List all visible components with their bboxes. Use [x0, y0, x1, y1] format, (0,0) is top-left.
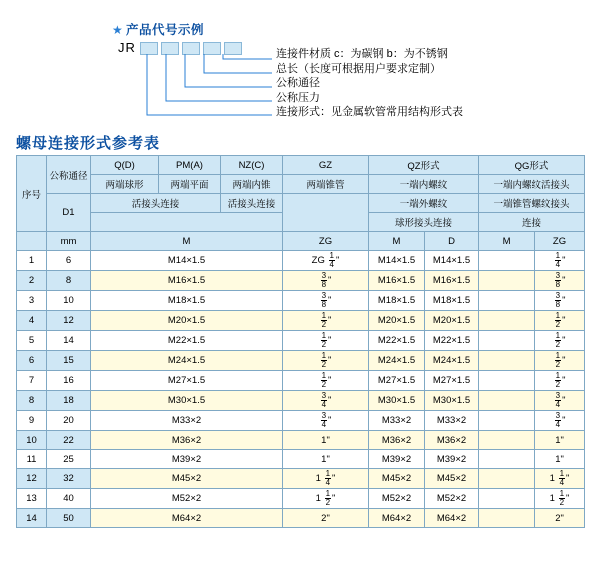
cell-seq: 3: [17, 291, 47, 311]
table-row: [17, 411, 585, 431]
header-joint-d: 一端锥管螺纹接头: [479, 194, 585, 213]
table-head: [17, 156, 585, 251]
cell-qz-m: M14×1.5: [369, 251, 425, 271]
cell-qz-m: M16×1.5: [369, 271, 425, 291]
cell-qz-m: M18×1.5: [369, 291, 425, 311]
cell-qg-m: [479, 351, 535, 371]
cell-qg-m: [479, 291, 535, 311]
cell-gz: $\frac{3}{8}$ ": [283, 271, 369, 291]
cell-dn: 18: [47, 391, 91, 411]
table-row: [17, 311, 585, 331]
cell-qg-zg: $\frac{1}{2}$ ": [535, 331, 585, 351]
cell-gz: $\frac{1}{2}$ ": [283, 311, 369, 331]
cell-gz: $\frac{3}{8}$ ": [283, 291, 369, 311]
cell-q: M20×1.5: [91, 311, 283, 331]
diagram-label-connection-type: 连接形式：见金属软管常用结构形式表: [276, 106, 463, 118]
cell-q: M39×2: [91, 450, 283, 469]
cell-qz-d: M22×1.5: [425, 331, 479, 351]
cell-qg-zg: $\frac{3}{8}$ ": [535, 291, 585, 311]
cell-q: M24×1.5: [91, 351, 283, 371]
cell-q: M14×1.5: [91, 251, 283, 271]
cell-gz: $\frac{1}{2}$ ": [283, 331, 369, 351]
cell-qg-m: [479, 391, 535, 411]
cell-q: M22×1.5: [91, 331, 283, 351]
header-row-groups: [17, 156, 585, 175]
header-unit-m3: M: [479, 232, 535, 251]
cell-seq: 7: [17, 371, 47, 391]
table-row: [17, 251, 585, 271]
cell-seq: 1: [17, 251, 47, 271]
cell-qg-zg: $\frac{1}{4}$ ": [535, 251, 585, 271]
header-sub-blank: [91, 213, 283, 232]
cell-qz-d: M45×2: [425, 469, 479, 489]
cell-qz-m: M24×1.5: [369, 351, 425, 371]
header-seq: 序号: [17, 156, 47, 232]
header-group-qz: QZ形式: [369, 156, 479, 175]
cell-q: M30×1.5: [91, 391, 283, 411]
cell-qg-m: [479, 311, 535, 331]
header-shape-gz: 两端锥管: [283, 175, 369, 194]
cell-qz-d: M36×2: [425, 431, 479, 450]
cell-qz-m: M33×2: [369, 411, 425, 431]
cell-qg-zg: $\frac{3}{4}$ ": [535, 411, 585, 431]
header-group-qg: QG形式: [479, 156, 585, 175]
header-shape-qz: 一端内螺纹: [369, 175, 479, 194]
cell-seq: 12: [17, 469, 47, 489]
diagram-label-length: 总长（长度可根据用户要求定制）: [276, 62, 441, 75]
star-icon: ★: [112, 23, 123, 37]
cell-gz: 1": [283, 431, 369, 450]
nut-connection-table: [16, 155, 585, 528]
cell-q: M36×2: [91, 431, 283, 450]
table-row: [17, 450, 585, 469]
cell-q: M16×1.5: [91, 271, 283, 291]
cell-qg-zg: $\frac{1}{2}$ ": [535, 311, 585, 331]
diagram-label-list: [276, 47, 463, 120]
cell-dn: 20: [47, 411, 91, 431]
cell-qg-zg: 2": [535, 509, 585, 528]
cell-qg-zg: 1 $\frac{1}{4}$ ": [535, 469, 585, 489]
diagram-label-material: 连接件材质 c：为碳钢 b：为不锈钢: [276, 48, 448, 60]
cell-seq: 2: [17, 271, 47, 291]
code-prefix: JR: [118, 40, 136, 55]
cell-qz-d: M39×2: [425, 450, 479, 469]
header-shape-q: 两端球形: [91, 175, 159, 194]
cell-gz: $\frac{3}{4}$ ": [283, 411, 369, 431]
cell-qz-d: M30×1.5: [425, 391, 479, 411]
cell-qg-zg: $\frac{3}{8}$ ": [535, 271, 585, 291]
cell-dn: 32: [47, 469, 91, 489]
cell-q: M27×1.5: [91, 371, 283, 391]
cell-qz-d: M16×1.5: [425, 271, 479, 291]
cell-dn: 22: [47, 431, 91, 450]
table-row: [17, 331, 585, 351]
diagram-label-nominal-bore: 公称通径: [276, 77, 320, 89]
cell-gz: $\frac{1}{2}$ ": [283, 371, 369, 391]
cell-dn: 6: [47, 251, 91, 271]
cell-qg-m: [479, 331, 535, 351]
cell-qg-zg: 1": [535, 450, 585, 469]
header-unit-mm: mm: [47, 232, 91, 251]
cell-dn: 25: [47, 450, 91, 469]
cell-qg-zg: $\frac{1}{2}$ ": [535, 371, 585, 391]
cell-qz-m: M52×2: [369, 489, 425, 509]
table-row: [17, 489, 585, 509]
cell-qg-m: [479, 450, 535, 469]
cell-qg-zg: 1 $\frac{1}{2}$ ": [535, 489, 585, 509]
cell-qg-m: [479, 371, 535, 391]
table-row: [17, 351, 585, 371]
cell-gz: 1 $\frac{1}{4}$ ": [283, 469, 369, 489]
cell-qz-m: M36×2: [369, 431, 425, 450]
cell-qz-d: M27×1.5: [425, 371, 479, 391]
header-group-pm: PM(A): [159, 156, 221, 175]
cell-q: M33×2: [91, 411, 283, 431]
cell-qz-d: M18×1.5: [425, 291, 479, 311]
cell-dn: 15: [47, 351, 91, 371]
cell-gz: 1 $\frac{1}{2}$ ": [283, 489, 369, 509]
table-row: [17, 469, 585, 489]
table-row: [17, 371, 585, 391]
diagram-label-nominal-pressure: 公称压力: [276, 91, 320, 104]
cell-seq: 8: [17, 391, 47, 411]
table-row: [17, 509, 585, 528]
cell-gz: 2": [283, 509, 369, 528]
cell-seq: 11: [17, 450, 47, 469]
cell-qz-d: M64×2: [425, 509, 479, 528]
cell-dn: 16: [47, 371, 91, 391]
cell-qz-m: M20×1.5: [369, 311, 425, 331]
cell-seq: 5: [17, 331, 47, 351]
table-row: [17, 431, 585, 450]
cell-q: M45×2: [91, 469, 283, 489]
header-dn: 公称通径: [47, 156, 91, 194]
cell-qg-m: [479, 271, 535, 291]
cell-gz: $\frac{1}{2}$ ": [283, 351, 369, 371]
page-title: 螺母连接形式参考表: [16, 135, 161, 152]
header-group-q: Q(D): [91, 156, 159, 175]
cell-dn: 8: [47, 271, 91, 291]
header-unit-m2: M: [369, 232, 425, 251]
header-shape-qg: 一端内螺纹活接头: [479, 175, 585, 194]
cell-qz-m: M27×1.5: [369, 371, 425, 391]
table-row: [17, 391, 585, 411]
cell-qg-zg: $\frac{1}{2}$ ": [535, 351, 585, 371]
cell-qz-d: M24×1.5: [425, 351, 479, 371]
header-sub-conn: 连接: [479, 213, 585, 232]
cell-qz-d: M14×1.5: [425, 251, 479, 271]
header-joint-a: 活接头连接: [91, 194, 221, 213]
cell-qg-m: [479, 431, 535, 450]
header-unit-d: D: [425, 232, 479, 251]
cell-qz-m: M30×1.5: [369, 391, 425, 411]
cell-qg-m: [479, 251, 535, 271]
cell-qg-m: [479, 489, 535, 509]
cell-gz: $\frac{3}{4}$ ": [283, 391, 369, 411]
cell-qz-d: M33×2: [425, 411, 479, 431]
header-unit-zg2: ZG: [535, 232, 585, 251]
cell-qz-m: M64×2: [369, 509, 425, 528]
header-unit-seq: [17, 232, 47, 251]
cell-qz-m: M22×1.5: [369, 331, 425, 351]
header-joint-c: 一端外螺纹: [369, 194, 479, 213]
header-row-shapes: [17, 175, 585, 194]
nut-connection-table-wrap: [16, 155, 584, 528]
table-body: [17, 251, 585, 528]
header-shape-pm: 两端平面: [159, 175, 221, 194]
header-unit-m1: M: [91, 232, 283, 251]
cell-q: M64×2: [91, 509, 283, 528]
cell-gz: 1": [283, 450, 369, 469]
header-group-gz: GZ: [283, 156, 369, 175]
header-joint-b: 活接头连接: [221, 194, 283, 213]
cell-qg-m: [479, 509, 535, 528]
cell-qz-d: M52×2: [425, 489, 479, 509]
cell-qg-m: [479, 469, 535, 489]
header-shape-nz: 两端内锥: [221, 175, 283, 194]
cell-seq: 14: [17, 509, 47, 528]
cell-qg-m: [479, 411, 535, 431]
header-unit-zg1: ZG: [283, 232, 369, 251]
cell-dn: 10: [47, 291, 91, 311]
table-row: [17, 271, 585, 291]
header-row-joint: [17, 194, 585, 213]
header-joint-blank: [283, 194, 369, 232]
cell-seq: 4: [17, 311, 47, 331]
cell-qz-m: M39×2: [369, 450, 425, 469]
cell-qg-zg: 1": [535, 431, 585, 450]
table-row: [17, 291, 585, 311]
cell-qz-d: M20×1.5: [425, 311, 479, 331]
cell-dn: 14: [47, 331, 91, 351]
cell-q: M18×1.5: [91, 291, 283, 311]
header-sub-ball: 球形接头连接: [369, 213, 479, 232]
cell-seq: 9: [17, 411, 47, 431]
product-code-diagram: [0, 0, 600, 128]
diagram-title: 产品代号示例: [126, 23, 205, 37]
cell-gz: ZG $\frac{1}{4}$ ": [283, 251, 369, 271]
cell-seq: 6: [17, 351, 47, 371]
cell-seq: 10: [17, 431, 47, 450]
cell-dn: 40: [47, 489, 91, 509]
header-group-nz: NZ(C): [221, 156, 283, 175]
cell-seq: 13: [17, 489, 47, 509]
cell-q: M52×2: [91, 489, 283, 509]
header-d1: D1: [47, 194, 91, 232]
cell-dn: 50: [47, 509, 91, 528]
cell-qg-zg: $\frac{3}{4}$ ": [535, 391, 585, 411]
cell-qz-m: M45×2: [369, 469, 425, 489]
cell-dn: 12: [47, 311, 91, 331]
header-row-units: [17, 232, 585, 251]
